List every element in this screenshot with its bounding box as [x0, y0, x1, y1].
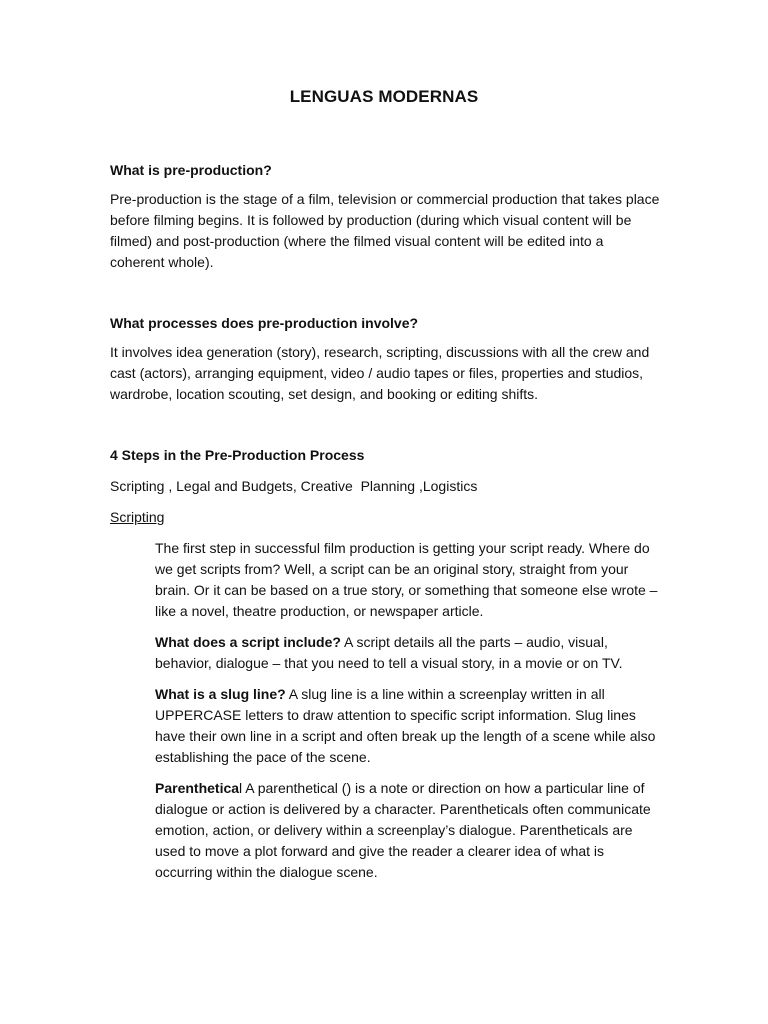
- document-body: [110, 160, 660, 893]
- script-include-label: What does a script include?: [155, 634, 341, 650]
- slug-line-text: A slug line is a line within a screenplay written in all UPPERCASE letters to draw attention to specific script information. Slug lines have their own line in a script and often break up the length of a scene while also establishing the pace of the scene.: [155, 686, 656, 765]
- scripting-subheading: Scripting: [110, 509, 165, 525]
- section-heading-steps: 4 Steps in the Pre-Production Process: [110, 447, 365, 463]
- slug-line-label: What is a slug line?: [155, 686, 286, 702]
- scripting-details: [155, 538, 660, 883]
- section-heading-what-is-preproduction: What is pre-production?: [110, 162, 272, 178]
- steps-list-line: Scripting , Legal and Budgets, Creative Planning ,Logistics: [110, 478, 478, 494]
- script-include-paragraph: [155, 632, 660, 674]
- section-heading-processes: What processes does pre-production involve?: [110, 315, 419, 331]
- parenthetical-paragraph: [155, 778, 660, 883]
- script-include-text: A script details all the parts – audio, visual, behavior, dialogue – that you need to tell a visual story, in a movie or on TV.: [155, 634, 623, 671]
- parenthetical-label: Parenthetica: [155, 780, 240, 796]
- parenthetical-text: l A parenthetical () is a note or direction on how a particular line of dialogue or action is delivered by a character. Parentheticals often communicate emotion, action, or delivery within a screenplay’s dialogue. Parentheticals are used to move a plot forward and give the reader a clearer idea of what is occurring within the dialogue scene.: [155, 780, 651, 880]
- page-title: LENGUAS MODERNAS: [289, 87, 479, 106]
- section-body-what-is-preproduction: Pre-production is the stage of a film, television or commercial production that takes place before filming begins. It is followed by production (during which visual content will be filmed) and post-production (where the filmed visual content will be edited into a coherent whole).: [110, 191, 660, 270]
- section-body-processes: It involves idea generation (story), research, scripting, discussions with all the crew and cast (actors), arranging equipment, video / audio tapes or files, properties and studios, wardrobe, location scouting, set design, and booking or editing shifts.: [110, 344, 650, 402]
- scripting-intro: The first step in successful film production is getting your script ready. Where do we get scripts from? Well, a script can be an original story, straight from your brain. Or it can be based on a true story, or something that someone else wrote – like a novel, theatre production, or newspaper article.: [155, 540, 658, 619]
- slug-line-paragraph: [155, 684, 660, 768]
